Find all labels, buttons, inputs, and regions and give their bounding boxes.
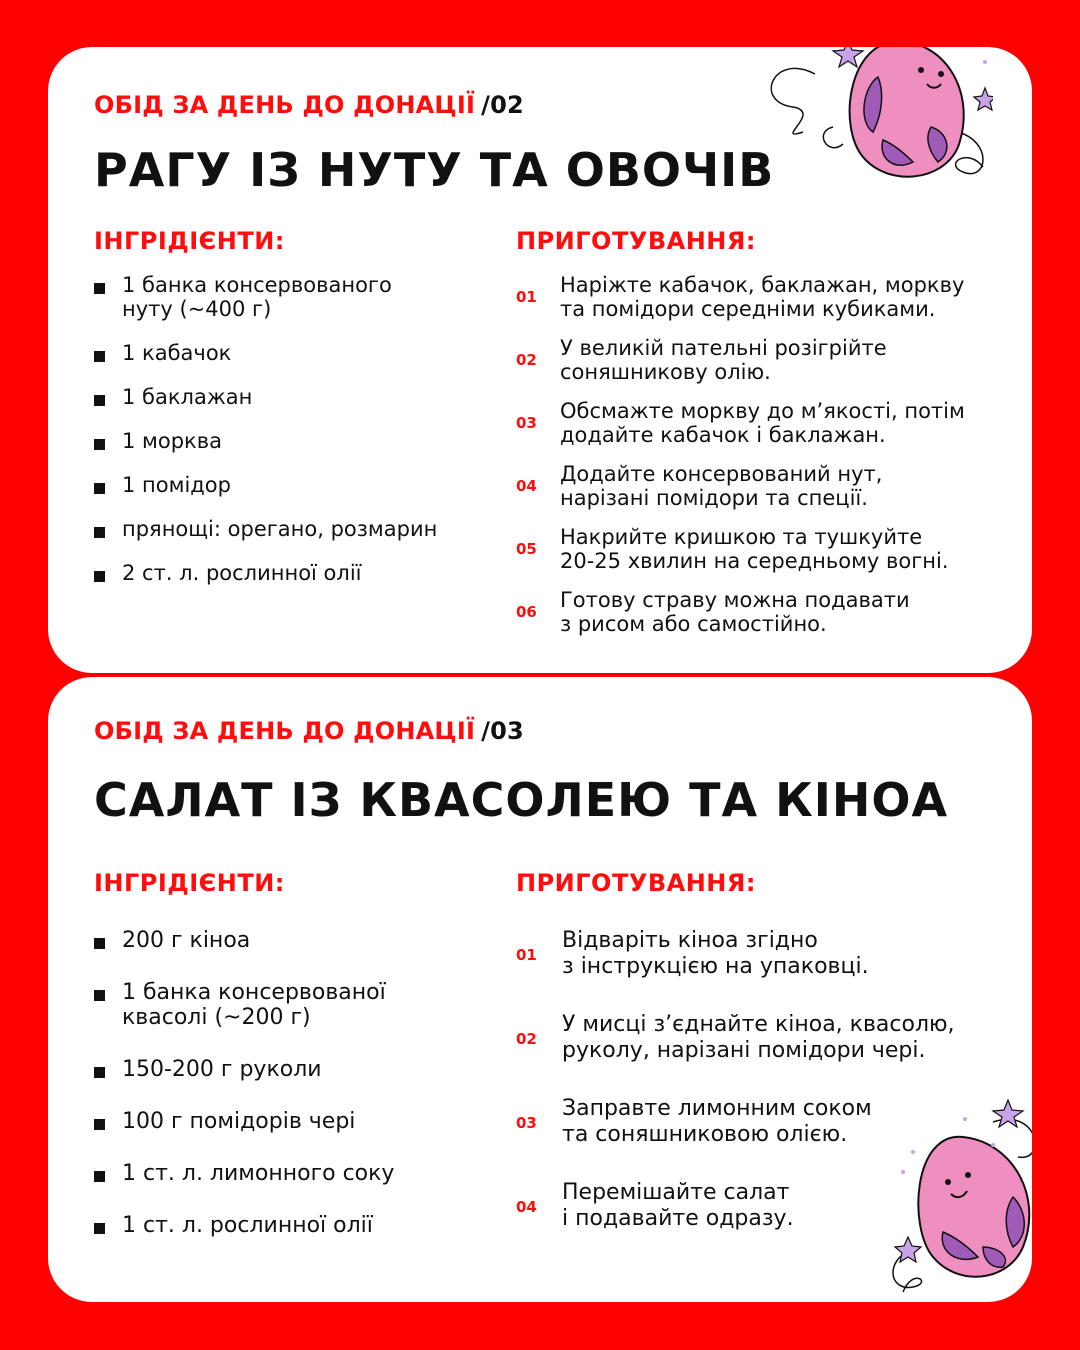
step-item: 03 Обсмажте моркву до м’якості, потім додайте кабачок і баклажан. <box>516 399 965 447</box>
square-bullet-icon <box>94 1067 105 1078</box>
step-number: 06 <box>516 603 537 621</box>
ingredient-item: 2 ст. л. рослинної олії <box>94 561 474 585</box>
square-bullet-icon <box>94 283 105 294</box>
ingredient-item: 1 морква <box>94 429 474 453</box>
step-number: 03 <box>516 1114 537 1132</box>
recipe-title: САЛАТ ІЗ КВАСОЛЕЮ ТА КІНОА <box>94 773 949 827</box>
step-number: 01 <box>516 288 537 306</box>
step-item: 03 Заправте лимонним соком та соняшниковою олією. <box>516 1096 872 1147</box>
square-bullet-icon <box>94 1119 105 1130</box>
square-bullet-icon <box>94 1171 105 1182</box>
step-item: 04 Перемішайте салат і подавайте одразу. <box>516 1180 794 1231</box>
ingredient-item: прянощі: орегано, розмарин <box>94 517 474 541</box>
step-item: 01 Наріжте кабачок, баклажан, моркву та помідори середніми кубиками. <box>516 273 965 321</box>
recipe-card-ragout <box>48 47 1032 673</box>
ingredient-item: 200 г кіноа <box>94 928 474 953</box>
ingredient-item: 150-200 г руколи <box>94 1057 474 1082</box>
recipe-tagline <box>94 91 524 119</box>
ingredient-item: 1 кабачок <box>94 341 474 365</box>
tagline-text: ОБІД ЗА ДЕНЬ ДО ДОНАЦІЇ <box>94 91 476 119</box>
step-number: 05 <box>516 540 537 558</box>
blood-drop-mascot-icon <box>753 47 993 202</box>
square-bullet-icon <box>94 938 105 949</box>
ingredient-item: 1 ст. л. рослинної олії <box>94 1213 474 1238</box>
ingredient-item: 1 банка консервованої квасолі (~200 г) <box>94 980 474 1030</box>
square-bullet-icon <box>94 571 105 582</box>
step-number: 02 <box>516 351 537 369</box>
step-item: 04 Додайте консервований нут, нарізані помідори та спеції. <box>516 462 883 510</box>
blood-drop-mascot-icon <box>843 1087 1032 1302</box>
preparation-heading: ПРИГОТУВАННЯ: <box>516 227 756 255</box>
preparation-steps <box>516 273 1006 651</box>
ingredient-item: 100 г помідорів чері <box>94 1109 474 1134</box>
ingredient-item: 1 ст. л. лимонного соку <box>94 1161 474 1186</box>
ingredient-item: 1 банка консервованого нуту (~400 г) <box>94 273 474 321</box>
step-number: 04 <box>516 477 537 495</box>
step-number: 02 <box>516 1030 537 1048</box>
ingredients-heading: ІНГРІДІЄНТИ: <box>94 227 285 255</box>
square-bullet-icon <box>94 483 105 494</box>
step-number: 04 <box>516 1198 537 1216</box>
step-item: 02 У великій пательні розігрійте соняшникову олію. <box>516 336 887 384</box>
square-bullet-icon <box>94 990 105 1001</box>
step-item: 01 Відваріть кіноа згідно з інструкцією на упаковці. <box>516 928 869 979</box>
square-bullet-icon <box>94 439 105 450</box>
recipe-title: РАГУ ІЗ НУТУ ТА ОВОЧІВ <box>94 143 775 197</box>
ingredients-heading: ІНГРІДІЄНТИ: <box>94 869 285 897</box>
recipe-tagline <box>94 717 524 745</box>
step-item: 05 Накрийте кришкою та тушкуйте 20-25 хвилин на середньому вогні. <box>516 525 949 573</box>
step-item: 02 У мисці з’єднайте кіноа, квасолю, руколу, нарізані помідори чері. <box>516 1012 955 1063</box>
tagline-number: /03 <box>481 717 524 745</box>
square-bullet-icon <box>94 527 105 538</box>
ingredients-list <box>94 273 474 605</box>
ingredients-list <box>94 928 474 1265</box>
step-number: 03 <box>516 414 537 432</box>
square-bullet-icon <box>94 351 105 362</box>
recipe-card-salad <box>48 677 1032 1302</box>
step-number: 01 <box>516 946 537 964</box>
tagline-number: /02 <box>481 91 524 119</box>
preparation-heading: ПРИГОТУВАННЯ: <box>516 869 756 897</box>
square-bullet-icon <box>94 395 105 406</box>
tagline-text: ОБІД ЗА ДЕНЬ ДО ДОНАЦІЇ <box>94 717 476 745</box>
square-bullet-icon <box>94 1223 105 1234</box>
step-item: 06 Готову страву можна подавати з рисом або самостійно. <box>516 588 910 636</box>
ingredient-item: 1 баклажан <box>94 385 474 409</box>
ingredient-item: 1 помідор <box>94 473 474 497</box>
